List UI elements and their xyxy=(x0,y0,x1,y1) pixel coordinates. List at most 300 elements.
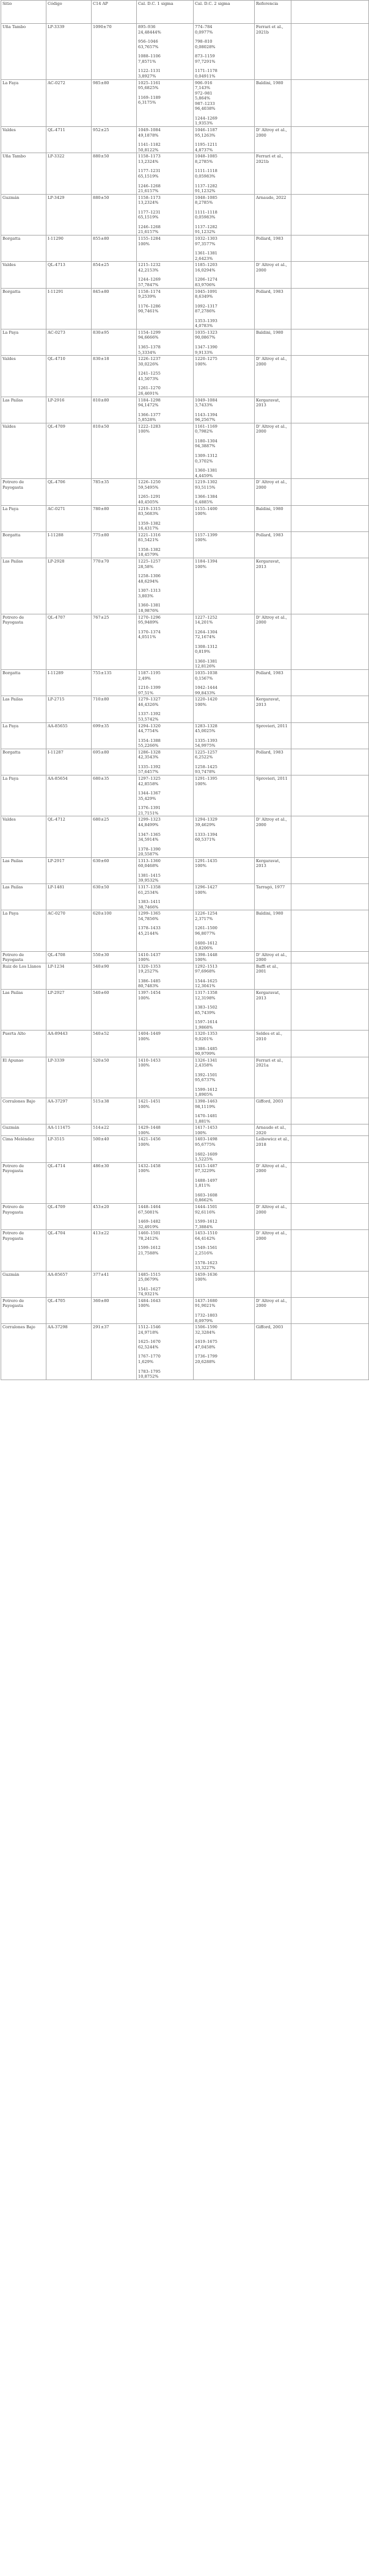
cell-cal-2-sigma-line: 1398–1463 xyxy=(195,1099,217,1104)
cell-cal-2-sigma-line: 1,8905% xyxy=(195,1092,213,1098)
cell-gap xyxy=(195,937,253,941)
cell-codigo xyxy=(46,288,92,329)
cell-cal-1-sigma xyxy=(137,1136,194,1162)
cell-c14-ap-text: 514±22 xyxy=(93,1125,109,1131)
cell-cal-2-sigma-line: 99,8433% xyxy=(195,690,216,696)
cell-sitio-text: Las Pailas xyxy=(2,858,23,863)
cell-referencia-text: D' Altroy et al., 2000 xyxy=(256,1204,287,1215)
cell-referencia xyxy=(255,816,291,857)
cell-gap xyxy=(195,1109,253,1114)
table-row xyxy=(1,1204,369,1230)
cell-cal-1-sigma-line: 1177–1231 xyxy=(138,168,161,174)
cell-cal-2-sigma-line: 1597–1614 xyxy=(195,1020,217,1025)
cell-cal-2-sigma-line: 100% xyxy=(195,538,206,543)
cell-cal-2-sigma xyxy=(194,288,255,329)
cell-codigo xyxy=(46,884,92,910)
table-row xyxy=(1,79,369,127)
cell-cal-2-sigma-line: 1185–1203 xyxy=(195,262,217,268)
cell-cal-2-sigma-line: 54,9975% xyxy=(195,743,216,749)
table-row xyxy=(1,236,369,262)
cell-c14-ap xyxy=(92,194,137,235)
table-row xyxy=(1,670,369,696)
cell-cal-2-sigma-line: 1220–1420 xyxy=(195,697,217,702)
cell-codigo-text: AC-0273 xyxy=(48,329,65,335)
cell-cal-2-sigma-line: 1398–1448 xyxy=(195,952,217,957)
cell-cal-2-sigma xyxy=(194,397,255,423)
cell-gap xyxy=(195,490,253,494)
cell-referencia xyxy=(255,670,291,696)
cell-referencia-text: Pollard, 1983 xyxy=(256,289,283,294)
cell-c14-ap-text: 780±80 xyxy=(93,506,109,511)
cell-empty xyxy=(291,531,369,558)
cell-gap xyxy=(138,206,192,210)
radiocarbon-dates-table xyxy=(1,0,369,1380)
cell-cal-2-sigma xyxy=(194,24,255,80)
cell-sitio-text: Borgatta xyxy=(2,671,21,675)
cell-gap xyxy=(195,206,253,210)
cell-cal-1-sigma-line: 1299–1323 xyxy=(138,817,161,822)
cell-sitio xyxy=(1,990,46,1031)
cell-empty xyxy=(291,963,369,989)
cell-codigo-text: LP-2927 xyxy=(48,990,65,995)
cell-cal-2-sigma-line: 1619–1675 xyxy=(195,1339,217,1345)
cell-referencia-text: D' Altroy et al., 2000 xyxy=(256,423,287,434)
cell-c14-ap-text: 985±80 xyxy=(93,80,109,85)
cell-codigo xyxy=(46,356,92,397)
cell-c14-ap xyxy=(92,670,137,696)
cell-codigo xyxy=(46,614,92,670)
cell-cal-1-sigma-line: 1347–1365 xyxy=(138,832,161,837)
cell-codigo-text: LP-3429 xyxy=(48,195,65,200)
cell-cal-1-sigma-line: 1365–1378 xyxy=(138,345,161,350)
cell-sitio-text: Cima Meléndez xyxy=(2,1137,34,1142)
cell-empty xyxy=(291,1271,369,1297)
cell-cal-2-sigma xyxy=(194,1324,255,1380)
cell-gap xyxy=(195,640,253,644)
cell-gap xyxy=(195,1350,253,1354)
cell-sitio-text: Potrero de Payogasta xyxy=(2,1231,24,1241)
cell-cal-1-sigma-line: 956–1046 xyxy=(138,39,158,45)
cell-cal-2-sigma-line: 0,819% xyxy=(195,649,211,655)
cell-cal-1-sigma-line: 21,7588% xyxy=(138,1250,159,1256)
cell-gap xyxy=(195,1083,253,1087)
cell-sitio xyxy=(1,558,46,614)
cell-gap xyxy=(195,734,253,738)
cell-cal-2-sigma-line: 1347–1390 xyxy=(195,345,217,350)
cell-codigo-text: I-11291 xyxy=(48,289,64,294)
cell-cal-2-sigma-line: 1264–1304 xyxy=(195,629,217,635)
cell-cal-2-sigma-line: 1048–1085 xyxy=(195,195,217,200)
cell-sitio-text: Corralones Bajo xyxy=(2,1099,35,1104)
cell-cal-1-sigma-line: 1344–1367 xyxy=(138,791,161,796)
cell-cal-2-sigma-line: 100% xyxy=(195,1130,206,1135)
header-referencia: Referencia xyxy=(255,1,291,24)
cell-c14-ap xyxy=(92,79,137,127)
cell-referencia xyxy=(255,288,291,329)
cell-referencia xyxy=(255,262,291,288)
cell-cal-2-sigma xyxy=(194,79,255,127)
cell-c14-ap xyxy=(92,910,137,951)
cell-c14-ap-text: 695±80 xyxy=(93,749,109,755)
cell-referencia xyxy=(255,236,291,262)
cell-cal-1-sigma-line: 18,4579% xyxy=(138,552,159,558)
cell-cal-1-sigma xyxy=(137,329,194,355)
cell-cal-2-sigma-line: 1042–1444 xyxy=(195,685,217,691)
cell-sitio-text: Las Pailas xyxy=(2,397,23,403)
cell-cal-2-sigma-line: 39,4629% xyxy=(195,822,216,827)
cell-cal-1-sigma-line: 26,4691% xyxy=(138,390,159,396)
cell-c14-ap xyxy=(92,816,137,857)
cell-sitio-text: Uña Tambo xyxy=(2,154,26,159)
table-row xyxy=(1,963,369,989)
cell-c14-ap-text: 830±95 xyxy=(93,329,109,335)
cell-codigo xyxy=(46,1271,92,1297)
cell-cal-2-sigma-line: 32,3284% xyxy=(195,1329,216,1335)
table-row xyxy=(1,505,369,531)
cell-gap xyxy=(138,1365,192,1369)
cell-cal-1-sigma-line: 1155–1284 xyxy=(138,236,161,241)
cell-cal-1-sigma-line: 1184–1298 xyxy=(138,397,161,403)
cell-cal-2-sigma xyxy=(194,670,255,696)
cell-referencia-text: D' Altroy et al., 2000 xyxy=(256,356,287,367)
cell-cal-1-sigma-line: 1265–1291 xyxy=(138,494,161,500)
cell-cal-1-sigma xyxy=(137,194,194,235)
cell-empty xyxy=(291,288,369,329)
cell-cal-1-sigma-line: 42,3543% xyxy=(138,755,159,760)
cell-cal-2-sigma-line: 100% xyxy=(195,1277,206,1283)
cell-codigo xyxy=(46,1204,92,1230)
cell-c14-ap xyxy=(92,990,137,1031)
cell-cal-1-sigma-line: 1222–1283 xyxy=(138,423,161,429)
cell-cal-2-sigma xyxy=(194,614,255,670)
cell-codigo-text: QL-4705 xyxy=(48,1298,65,1303)
cell-sitio xyxy=(1,696,46,722)
cell-codigo-text: AA-37297 xyxy=(48,1099,68,1104)
cell-empty xyxy=(291,1124,369,1136)
cell-cal-1-sigma xyxy=(137,1324,194,1380)
cell-cal-2-sigma-line: 1,5225% xyxy=(195,1157,213,1162)
cell-cal-2-sigma-line: 2,3717% xyxy=(195,916,213,921)
cell-c14-ap-text: 755±135 xyxy=(93,671,112,675)
cell-referencia-text: Leibowicz et al., 2018 xyxy=(256,1137,290,1147)
cell-sitio-text: La Paya xyxy=(2,329,19,335)
cell-codigo xyxy=(46,329,92,355)
cell-sitio-text: La Faya xyxy=(2,80,19,85)
cell-empty xyxy=(291,1136,369,1162)
cell-cal-2-sigma-line: 1206–1274 xyxy=(195,277,217,282)
cell-cal-2-sigma-line: 1261–1500 xyxy=(195,926,217,931)
cell-c14-ap xyxy=(92,1204,137,1230)
table-row xyxy=(1,857,369,883)
cell-cal-1-sigma-line: 100% xyxy=(138,1063,150,1068)
cell-cal-2-sigma-line: 12,3041% xyxy=(195,984,216,989)
cell-cal-2-sigma-line: 1488–1497 xyxy=(195,1178,217,1183)
cell-codigo xyxy=(46,1098,92,1124)
cell-c14-ap-text: 680±35 xyxy=(93,776,109,781)
cell-cal-2-sigma-line: 1386–1485 xyxy=(195,1046,217,1051)
cell-codigo-text: AA-85657 xyxy=(48,1272,68,1277)
cell-cal-2-sigma-line: 1283–1328 xyxy=(195,723,217,729)
cell-cal-2-sigma-line: 2,4358% xyxy=(195,1063,213,1068)
cell-cal-2-sigma-line: 5,864% xyxy=(195,96,211,101)
cell-referencia xyxy=(255,857,291,883)
cell-cal-1-sigma-line: 1625–1670 xyxy=(138,1339,161,1345)
cell-empty xyxy=(291,816,369,857)
cell-cal-1-sigma-line: 1215–1232 xyxy=(138,262,161,268)
cell-cal-1-sigma-line: 3,8927% xyxy=(138,73,156,79)
cell-empty xyxy=(291,1324,369,1380)
cell-sitio xyxy=(1,1057,46,1098)
cell-referencia-text: D' Altroy et al., 2000 xyxy=(256,952,287,963)
cell-cal-2-sigma-line: 2,2516% xyxy=(195,1250,213,1256)
cell-sitio xyxy=(1,1204,46,1230)
cell-cal-1-sigma xyxy=(137,558,194,614)
cell-referencia xyxy=(255,775,291,816)
cell-c14-ap-text: 515±38 xyxy=(93,1099,109,1104)
header-empty xyxy=(291,1,369,24)
cell-cal-2-sigma-line: 16,0294% xyxy=(195,267,216,273)
cell-empty xyxy=(291,79,369,127)
cell-cal-2-sigma xyxy=(194,558,255,614)
cell-c14-ap-text: 855±80 xyxy=(93,236,109,241)
cell-empty xyxy=(291,423,369,479)
cell-referencia xyxy=(255,910,291,951)
cell-cal-1-sigma-line: 1484–1643 xyxy=(138,1298,161,1303)
cell-cal-1-sigma-line: 10,8752% xyxy=(138,1374,159,1380)
cell-c14-ap-text: 630±60 xyxy=(93,858,109,863)
cell-codigo-text: LP-1481 xyxy=(48,885,65,890)
cell-empty xyxy=(291,990,369,1031)
cell-codigo-text: LP-2715 xyxy=(48,697,65,702)
cell-cal-2-sigma-line: 100% xyxy=(195,702,206,707)
cell-referencia xyxy=(255,24,291,80)
cell-c14-ap xyxy=(92,857,137,883)
cell-cal-1-sigma-line: 60,0468% xyxy=(138,863,159,869)
cell-cal-2-sigma-line: 12,3198% xyxy=(195,995,216,1001)
cell-codigo-text: AA-111475 xyxy=(48,1125,70,1131)
cell-cal-2-sigma-line: 1366–1384 xyxy=(195,494,217,500)
cell-codigo xyxy=(46,670,92,696)
header-codigo: Código xyxy=(46,1,92,24)
cell-codigo-text: QL-4704 xyxy=(48,1231,65,1236)
cell-c14-ap-text: 830±18 xyxy=(93,356,109,362)
cell-codigo-text: AC-0271 xyxy=(48,506,65,511)
cell-referencia-text: D' Altroy et al., 2000 xyxy=(256,480,287,490)
cell-cal-2-sigma-line: 1137–1282 xyxy=(195,224,217,229)
cell-cal-2-sigma-line: 1111–1118 xyxy=(195,168,217,174)
cell-c14-ap xyxy=(92,1271,137,1297)
cell-cal-1-sigma-line: 1381–1415 xyxy=(138,872,161,878)
cell-cal-1-sigma-line: 1158–1173 xyxy=(138,195,161,200)
cell-cal-2-sigma-line: 97,7291% xyxy=(195,59,216,64)
cell-codigo-text: I-11289 xyxy=(48,671,64,675)
cell-gap xyxy=(138,138,192,142)
cell-cal-2-sigma-line: 1383–1502 xyxy=(195,1005,217,1010)
cell-cal-1-sigma-line: 34,5914% xyxy=(138,837,159,843)
cell-codigo-text: AA-85655 xyxy=(48,723,68,729)
cell-sitio xyxy=(1,423,46,479)
cell-cal-2-sigma-line: 87,2786% xyxy=(195,309,216,314)
cell-cal-1-sigma-line: 895–936 xyxy=(138,24,156,29)
cell-referencia xyxy=(255,696,291,722)
cell-cal-2-sigma-line: 1296–1427 xyxy=(195,885,217,890)
cell-cal-1-sigma-line: 1158–1174 xyxy=(138,289,161,294)
cell-referencia-text: Pollard, 1983 xyxy=(256,532,283,538)
cell-cal-1-sigma-line: 1378–1390 xyxy=(138,846,161,852)
header-cal-1-sigma: Cal. D.C. 1 sigma xyxy=(137,1,194,24)
cell-cal-2-sigma-line: 1317–1358 xyxy=(195,990,217,995)
cell-referencia xyxy=(255,1230,291,1271)
cell-referencia-text: Pollard, 1983 xyxy=(256,236,283,241)
cell-cal-1-sigma-line: 40,4505% xyxy=(138,499,159,505)
cell-empty xyxy=(291,696,369,722)
cell-cal-2-sigma-line: 798–810 xyxy=(195,39,213,45)
cell-codigo-text: QL-4711 xyxy=(48,128,65,132)
cell-cal-1-sigma-line: 13,2324% xyxy=(138,159,159,164)
cell-cal-1-sigma-line: 1241–1255 xyxy=(138,371,161,376)
cell-gap xyxy=(195,340,253,345)
cell-referencia-text: D' Altroy et al., 2000 xyxy=(256,614,287,625)
cell-cal-2-sigma-line: 20,6288% xyxy=(195,1359,216,1364)
cell-cal-2-sigma-line: 92,6116% xyxy=(195,1209,216,1215)
cell-cal-2-sigma xyxy=(194,194,255,235)
cell-cal-2-sigma-line: 100% xyxy=(195,890,206,895)
cell-codigo-text: QL-4710 xyxy=(48,356,65,362)
cell-gap xyxy=(195,464,253,468)
cell-gap xyxy=(195,273,253,277)
cell-cal-2-sigma xyxy=(194,1031,255,1057)
cell-cal-2-sigma-line: 1155–1400 xyxy=(195,506,217,511)
cell-cal-1-sigma xyxy=(137,749,194,775)
cell-cal-2-sigma-line: 72,1674% xyxy=(195,635,216,640)
cell-cal-2-sigma xyxy=(194,951,255,963)
cell-cal-2-sigma-line: 3,7433% xyxy=(195,403,213,408)
cell-cal-1-sigma-line: 1410–1453 xyxy=(138,1057,161,1063)
cell-gap xyxy=(138,300,192,304)
cell-cal-1-sigma-line: 39,9532% xyxy=(138,878,159,883)
cell-cal-2-sigma xyxy=(194,153,255,194)
cell-cal-2-sigma-line: 1032–1303 xyxy=(195,236,217,241)
cell-cal-2-sigma-line: 1599–1612 xyxy=(195,1219,217,1225)
cell-cal-2-sigma-line: 1244–1269 xyxy=(195,115,217,121)
cell-cal-1-sigma xyxy=(137,775,194,816)
cell-codigo-text: AA-37298 xyxy=(48,1325,68,1330)
cell-referencia-text: Seldes et al., 2010 xyxy=(256,1031,283,1042)
cell-cal-1-sigma-line: 25,0679% xyxy=(138,1277,159,1283)
cell-cal-1-sigma-line: 1225–1257 xyxy=(138,559,161,564)
cell-gap xyxy=(195,1189,253,1193)
cell-sitio-text: Borgatta xyxy=(2,289,21,294)
cell-cal-1-sigma-line: 90,7461% xyxy=(138,309,159,314)
cell-cal-1-sigma-line: 45,2144% xyxy=(138,930,159,936)
cell-sitio-text: Guzmán xyxy=(2,195,20,200)
cell-sitio-text: La Paya xyxy=(2,506,19,511)
cell-referencia-text: Ferrari et al., 2021b xyxy=(256,154,283,164)
cell-cal-1-sigma-line: 2,49% xyxy=(138,675,151,681)
cell-cal-2-sigma xyxy=(194,963,255,989)
cell-cal-2-sigma xyxy=(194,236,255,262)
cell-c14-ap-text: 520±50 xyxy=(93,1057,109,1063)
cell-sitio-text: Las Pailas xyxy=(2,885,23,890)
cell-cal-1-sigma xyxy=(137,531,194,558)
cell-cal-1-sigma-line: 28,58% xyxy=(138,564,154,569)
cell-cal-1-sigma-line: 13,2324% xyxy=(138,200,159,206)
cell-gap xyxy=(138,273,192,277)
cell-referencia xyxy=(255,1204,291,1230)
cell-referencia xyxy=(255,1124,291,1136)
cell-sitio-text: Borgatta xyxy=(2,532,21,538)
cell-cal-1-sigma-line: 100% xyxy=(138,1168,150,1174)
cell-c14-ap xyxy=(92,288,137,329)
cell-cal-1-sigma xyxy=(137,1162,194,1203)
table-row xyxy=(1,749,369,775)
cell-cal-2-sigma-line: 1219–1302 xyxy=(195,480,217,485)
cell-gap xyxy=(138,1335,192,1339)
cell-cal-2-sigma-line: 1470–1481 xyxy=(195,1114,217,1119)
cell-sitio xyxy=(1,963,46,989)
cell-sitio-text: Potrero de Payogasta xyxy=(2,1163,24,1174)
cell-cal-2-sigma-line: 987–1233 xyxy=(195,101,215,106)
cell-cal-1-sigma-line: 1169–1189 xyxy=(138,95,161,100)
cell-cal-2-sigma-line: 1506–1590 xyxy=(195,1325,217,1330)
cell-referencia xyxy=(255,79,291,127)
cell-cal-1-sigma-line: 1320–1353 xyxy=(138,963,161,969)
cell-c14-ap xyxy=(92,696,137,722)
cell-cal-2-sigma-line: 1360–1381 xyxy=(195,658,217,664)
cell-sitio xyxy=(1,236,46,262)
cell-c14-ap-text: 540±60 xyxy=(93,990,109,995)
cell-c14-ap xyxy=(92,951,137,963)
cell-gap xyxy=(195,112,253,116)
cell-cal-1-sigma-line: 63,7657% xyxy=(138,44,159,49)
cell-cal-2-sigma-line: 100% xyxy=(195,511,206,517)
cell-codigo xyxy=(46,79,92,127)
cell-empty xyxy=(291,951,369,963)
cell-cal-2-sigma xyxy=(194,775,255,816)
cell-sitio xyxy=(1,531,46,558)
cell-cal-2-sigma-line: 1226–1254 xyxy=(195,911,217,916)
cell-cal-2-sigma-line: 91,1232% xyxy=(195,229,216,235)
cell-gap xyxy=(195,1174,253,1178)
cell-cal-1-sigma xyxy=(137,1230,194,1271)
cell-gap xyxy=(195,449,253,453)
cell-cal-2-sigma-line: 1137–1282 xyxy=(195,183,217,189)
cell-referencia xyxy=(255,329,291,355)
cell-gap xyxy=(138,408,192,412)
cell-referencia xyxy=(255,614,291,670)
cell-cal-1-sigma xyxy=(137,951,194,963)
cell-cal-1-sigma-line: 1299–1365 xyxy=(138,911,161,916)
table-row xyxy=(1,1230,369,1271)
cell-cal-1-sigma-line: 80,7483% xyxy=(138,984,159,989)
table-row xyxy=(1,194,369,235)
cell-cal-2-sigma-line: 6,2522% xyxy=(195,755,213,760)
cell-gap xyxy=(195,1256,253,1261)
cell-cal-1-sigma-line: 100% xyxy=(138,1104,150,1109)
cell-cal-2-sigma-line: 96,4038% xyxy=(195,106,216,112)
cell-cal-1-sigma xyxy=(137,127,194,153)
cell-gap xyxy=(138,543,192,547)
cell-sitio xyxy=(1,1098,46,1124)
cell-sitio-text: Corralones Bajo xyxy=(2,1325,35,1330)
cell-cal-2-sigma-line: 93,7478% xyxy=(195,769,216,775)
cell-cal-2-sigma-line: 96,2567% xyxy=(195,417,216,423)
cell-referencia-text: Baldini, 1980 xyxy=(256,506,283,511)
cell-cal-2-sigma-line: 91,9021% xyxy=(195,1303,216,1309)
cell-sitio xyxy=(1,857,46,883)
cell-cal-1-sigma-line: 1359–1382 xyxy=(138,520,161,526)
cell-cal-2-sigma-line: 0,1567% xyxy=(195,675,213,681)
